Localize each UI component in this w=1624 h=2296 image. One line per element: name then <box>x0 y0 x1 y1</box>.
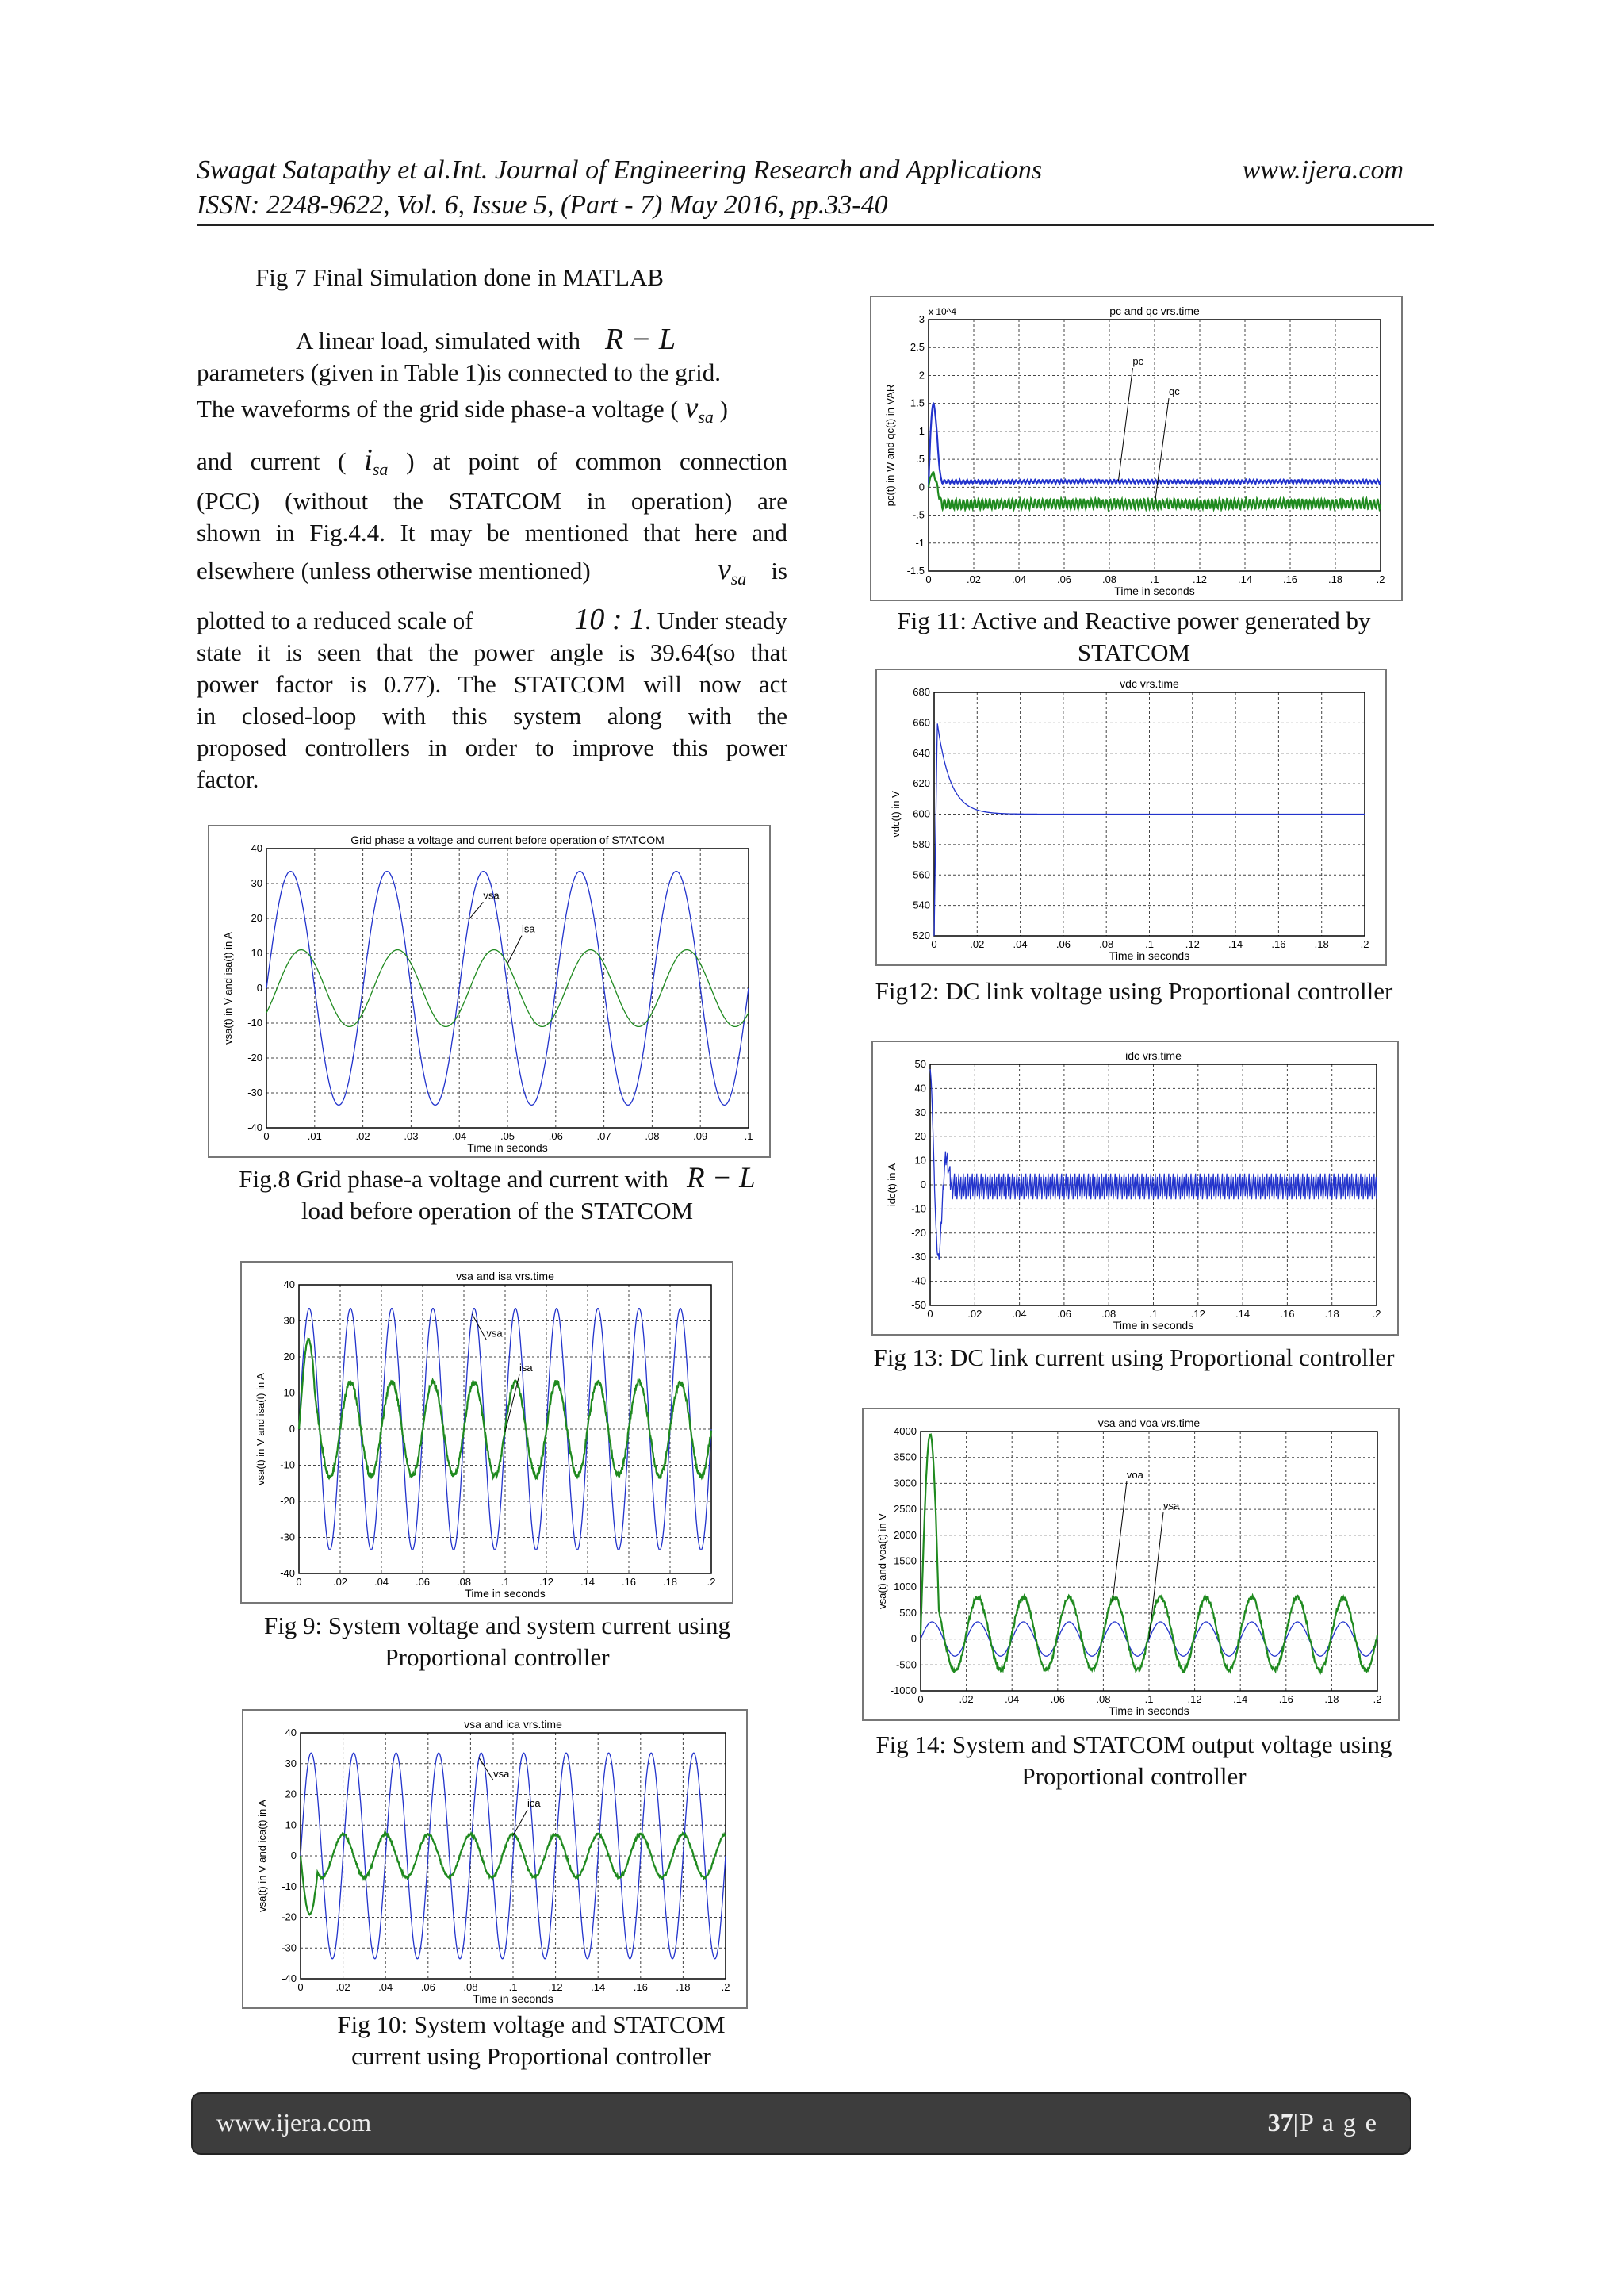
y-tick-label: -10 <box>280 1458 295 1471</box>
x-tick-label: .02 <box>966 573 982 585</box>
x-tick-label: .09 <box>693 1130 708 1142</box>
fig8-chart-svg <box>208 825 771 1158</box>
para-line-9: state it is seen that the power angle is 39.64(so that <box>197 638 787 666</box>
y-tick-label: 10 <box>283 1386 295 1399</box>
x-tick-label: .18 <box>1314 938 1329 950</box>
y-tick-label: 40 <box>285 1727 297 1738</box>
x-tick-label: .02 <box>335 1981 350 1993</box>
y-tick-label: 0 <box>910 1632 917 1645</box>
y-tick-label: 3000 <box>894 1477 917 1489</box>
y-tick-label: 680 <box>913 686 930 698</box>
y-tick-label: 10 <box>251 947 262 959</box>
y-tick-label: .5 <box>916 453 925 466</box>
x-axis-label: Time in seconds <box>1109 949 1190 962</box>
x-tick-label: .18 <box>1324 1308 1339 1320</box>
annotation-label: isa <box>522 922 535 935</box>
x-tick-label: .2 <box>1376 573 1385 585</box>
fig11-plot <box>870 296 1403 601</box>
y-tick-label: -30 <box>911 1251 926 1263</box>
fig12-plot <box>875 669 1387 966</box>
fig13-plot <box>871 1041 1399 1336</box>
x-tick-label: .1 <box>1145 938 1154 950</box>
x-tick-label: .12 <box>1190 1308 1205 1320</box>
para-line-12: proposed controllers in order to improve this power <box>197 733 787 761</box>
y-axis-label: vsa(t) in V and isa(t) in A <box>222 932 234 1045</box>
y-tick-label: 540 <box>913 899 930 911</box>
x-tick-label: .18 <box>1324 1693 1339 1705</box>
x-tick-label: .1 <box>500 1576 510 1588</box>
x-tick-label: .03 <box>404 1130 419 1142</box>
x-tick-label: .14 <box>580 1576 596 1588</box>
x-tick-label: .2 <box>707 1576 716 1588</box>
x-tick-label: .16 <box>1280 1308 1295 1320</box>
x-tick-label: .05 <box>500 1130 515 1142</box>
para-line-8: plotted to a reduced scale of 10 : 1. Under steady <box>197 602 787 636</box>
y-tick-label: 40 <box>914 1082 926 1094</box>
plot-frame <box>241 1262 733 1603</box>
para-line-3: The waveforms of the grid side phase-a voltage ( $v_{sa}$ ) <box>197 391 728 427</box>
y-tick-label: 10 <box>285 1819 297 1831</box>
x-tick-label: .08 <box>1096 1693 1111 1705</box>
y-axis-label: vdc(t) in V <box>890 791 902 838</box>
y-tick-label: -30 <box>247 1087 262 1098</box>
axis-multiplier: x 10^4 <box>929 306 956 317</box>
y-tick-label: -20 <box>282 1911 297 1923</box>
x-tick-label: .12 <box>1192 573 1208 585</box>
fig11-chart-svg <box>870 296 1403 601</box>
x-tick-label: .08 <box>1099 938 1114 950</box>
para-line-2: parameters (given in Table 1)is connected to the grid. <box>197 358 721 386</box>
x-tick-label: .2 <box>1373 1693 1382 1705</box>
x-axis-label: Time in seconds <box>1114 585 1195 597</box>
fig9-chart-svg <box>240 1261 733 1604</box>
footer-page-number: 37|P a g e <box>1267 2108 1378 2137</box>
fig8-caption: Fig.8 Grid phase-a voltage and current with R − L load before operation of the STATCOM <box>239 1162 756 1225</box>
y-tick-label: -40 <box>282 1972 297 1984</box>
y-tick-label: 620 <box>913 777 930 790</box>
x-axis-label: Time in seconds <box>473 1992 553 2005</box>
y-tick-label: -10 <box>282 1880 297 1892</box>
ratio-symbol: 10 : 1 <box>574 602 645 636</box>
x-tick-label: .14 <box>1233 1693 1248 1705</box>
plot-frame <box>209 826 770 1157</box>
y-tick-label: 3500 <box>894 1451 917 1463</box>
x-tick-label: .06 <box>548 1130 563 1142</box>
x-tick-label: .02 <box>959 1693 974 1705</box>
x-tick-label: .2 <box>721 1981 730 1993</box>
y-tick-label: 1.5 <box>910 397 925 409</box>
y-tick-label: -1 <box>915 536 925 549</box>
y-tick-label: -1.5 <box>906 565 925 577</box>
fig10-plot <box>242 1709 748 2009</box>
y-tick-label: 580 <box>913 838 930 850</box>
fig7-caption: Fig 7 Final Simulation done in MATLAB <box>255 263 664 291</box>
y-tick-label: -10 <box>247 1017 262 1029</box>
y-tick-label: -30 <box>282 1941 297 1954</box>
plot-frame <box>863 1409 1399 1720</box>
x-axis-label: Time in seconds <box>467 1141 548 1154</box>
y-tick-label: 30 <box>283 1314 295 1327</box>
y-tick-label: 3 <box>918 313 925 325</box>
x-tick-label: .08 <box>1101 573 1117 585</box>
annotation-label: ica <box>527 1797 541 1809</box>
x-tick-label: .04 <box>1013 938 1028 950</box>
annotation-label: pc <box>1132 355 1144 368</box>
y-tick-label: 660 <box>913 716 930 729</box>
x-tick-label: .06 <box>420 1981 435 1993</box>
annotation-label: vsa <box>486 1327 503 1340</box>
x-axis-label: Time in seconds <box>1109 1704 1189 1717</box>
fig10-caption: Fig 10: System voltage and STATCOM current using Proportional controller <box>337 2010 726 2070</box>
rl-symbol: R − L <box>605 323 676 356</box>
y-tick-label: 40 <box>283 1278 295 1290</box>
fig12-chart-svg <box>875 669 1387 966</box>
y-axis-label: vsa(t) in V and ica(t) in A <box>256 1800 268 1912</box>
y-tick-label: -40 <box>247 1121 262 1133</box>
para-line-6: shown in Fig.4.4. It may be mentioned that here and <box>197 519 787 547</box>
x-tick-label: .16 <box>1278 1693 1293 1705</box>
y-tick-label: 20 <box>251 912 262 924</box>
body-paragraph <box>197 324 787 795</box>
annotation-label: voa <box>1126 1468 1143 1481</box>
y-tick-label: 0 <box>256 982 262 994</box>
para-line-7: elsewhere (unless otherwise mentioned) $v_{sa}$ is <box>197 553 787 589</box>
y-axis-label: vsa(t) in V and isa(t) in A <box>255 1373 266 1485</box>
x-tick-label: 0 <box>925 573 932 585</box>
chart-title: vsa and isa vrs.time <box>456 1270 554 1282</box>
fig11-caption: Fig 11: Active and Reactive power generated by STATCOM <box>897 607 1371 666</box>
x-axis-label: Time in seconds <box>465 1587 546 1600</box>
y-tick-label: 30 <box>914 1106 926 1118</box>
para-line-1: A linear load, simulated with R − L <box>296 323 676 356</box>
y-tick-label: 2000 <box>894 1528 917 1541</box>
para-line-13: factor. <box>197 765 259 793</box>
x-tick-label: .02 <box>970 938 985 950</box>
fig10-chart-svg <box>242 1709 748 2009</box>
y-tick-label: 10 <box>914 1154 926 1167</box>
y-tick-label: 4000 <box>894 1425 917 1437</box>
y-tick-label: 30 <box>285 1757 297 1769</box>
x-tick-label: .06 <box>1056 573 1072 585</box>
x-tick-label: 0 <box>917 1693 924 1705</box>
para-line-11: in closed-loop with this system along with the <box>197 701 787 730</box>
y-tick-label: 560 <box>913 868 930 881</box>
y-tick-label: -40 <box>280 1567 295 1579</box>
x-tick-label: .1 <box>1149 1308 1158 1320</box>
x-tick-label: .08 <box>1101 1308 1116 1320</box>
fig9-caption: Fig 9: System voltage and system current using Proportional controller <box>263 1612 731 1671</box>
x-tick-label: .04 <box>1005 1693 1020 1705</box>
x-tick-label: .12 <box>1185 938 1200 950</box>
y-tick-label: -20 <box>247 1052 262 1064</box>
x-tick-label: 0 <box>296 1576 302 1588</box>
page-footer <box>193 2094 1410 2153</box>
y-axis-label: pc(t) in W and qc(t) in VAR <box>884 384 896 507</box>
y-tick-label: -40 <box>911 1274 926 1287</box>
x-tick-label: .08 <box>645 1130 660 1142</box>
annotation-label: vsa <box>493 1767 510 1780</box>
y-tick-label: 1000 <box>894 1581 917 1593</box>
fig14-caption: Fig 14: System and STATCOM output voltage using Proportional controller <box>875 1731 1392 1790</box>
x-tick-label: .01 <box>307 1130 322 1142</box>
chart-title: idc vrs.time <box>1125 1049 1182 1062</box>
x-tick-label: .1 <box>508 1981 518 1993</box>
y-tick-label: 600 <box>913 807 930 820</box>
y-tick-label: 2.5 <box>910 341 925 354</box>
x-tick-label: .06 <box>1055 938 1071 950</box>
x-tick-label: .12 <box>538 1576 554 1588</box>
footer-url: www.ijera.com <box>216 2108 372 2137</box>
y-tick-label: 1500 <box>894 1554 917 1567</box>
x-tick-label: .02 <box>967 1308 982 1320</box>
x-tick-label: .14 <box>1228 938 1243 950</box>
chart-title: Grid phase a voltage and current before operation of STATCOM <box>350 834 665 846</box>
x-tick-label: 0 <box>931 938 937 950</box>
y-tick-label: 500 <box>899 1606 917 1619</box>
x-tick-label: 0 <box>263 1130 270 1142</box>
x-tick-label: .16 <box>1271 938 1286 950</box>
x-tick-label: .18 <box>662 1576 678 1588</box>
y-tick-label: -1000 <box>890 1685 917 1696</box>
x-tick-label: .04 <box>378 1981 393 1993</box>
fig14-plot <box>862 1408 1400 1721</box>
y-tick-label: -500 <box>895 1658 917 1671</box>
fig12-caption: Fig12: DC link voltage using Proportional controller <box>875 977 1393 1005</box>
x-tick-label: .14 <box>1235 1308 1251 1320</box>
y-tick-label: -20 <box>280 1495 295 1507</box>
y-tick-label: -20 <box>911 1226 926 1239</box>
chart-title: vdc vrs.time <box>1120 677 1179 690</box>
y-tick-label: 0 <box>289 1423 295 1435</box>
x-tick-label: .04 <box>373 1576 389 1588</box>
y-tick-label: 0 <box>290 1849 297 1861</box>
running-header-issn: ISSN: 2248-9622, Vol. 6, Issue 5, (Part - 7) May 2016, pp.33-40 <box>197 190 888 220</box>
y-tick-label: 50 <box>914 1058 926 1070</box>
x-tick-label: .06 <box>1056 1308 1071 1320</box>
x-tick-label: .02 <box>332 1576 348 1588</box>
y-tick-label: 2 <box>918 369 925 381</box>
y-tick-label: 1 <box>918 424 925 437</box>
fig9-plot <box>240 1261 733 1604</box>
x-tick-label: 0 <box>927 1308 933 1320</box>
x-tick-label: .1 <box>1150 573 1159 585</box>
x-tick-label: .2 <box>1372 1308 1381 1320</box>
x-tick-label: .08 <box>463 1981 478 1993</box>
y-tick-label: 20 <box>285 1788 297 1800</box>
y-tick-label: 640 <box>913 746 930 759</box>
x-tick-label: .18 <box>1327 573 1343 585</box>
x-tick-label: .16 <box>621 1576 637 1588</box>
chart-title: vsa and ica vrs.time <box>464 1718 562 1731</box>
x-tick-label: .07 <box>596 1130 611 1142</box>
x-tick-label: .04 <box>452 1130 467 1142</box>
running-header-url: www.ijera.com <box>1242 155 1404 185</box>
fig8-plot <box>208 825 771 1158</box>
x-tick-label: .04 <box>1012 1308 1027 1320</box>
plot-frame <box>871 297 1402 600</box>
x-tick-label: .2 <box>1360 938 1369 950</box>
annotation-label: qc <box>1169 385 1180 398</box>
x-tick-label: .14 <box>591 1981 606 1993</box>
fig13-chart-svg <box>871 1041 1399 1336</box>
y-tick-label: -50 <box>911 1299 926 1311</box>
chart-title: vsa and voa vrs.time <box>1097 1416 1201 1429</box>
x-tick-label: .16 <box>1282 573 1298 585</box>
y-tick-label: 0 <box>920 1179 926 1190</box>
para-line-5: (PCC) (without the STATCOM in operation) are <box>197 487 787 516</box>
para-line-10: power factor is 0.77). The STATCOM will now act <box>197 669 787 698</box>
x-tick-label: .16 <box>633 1981 648 1993</box>
header-rule <box>197 224 1434 226</box>
x-tick-label: .1 <box>1144 1693 1154 1705</box>
fig14-chart-svg <box>862 1408 1400 1721</box>
y-tick-label: 0 <box>918 481 925 493</box>
y-tick-label: 20 <box>914 1130 926 1143</box>
plot-frame <box>876 669 1386 965</box>
annotation-label: vsa <box>483 889 500 902</box>
annotation-label: isa <box>519 1362 533 1374</box>
y-tick-label: -.5 <box>912 508 925 521</box>
x-tick-label: .04 <box>1011 573 1027 585</box>
x-tick-label: .08 <box>456 1576 472 1588</box>
x-tick-label: .06 <box>1050 1693 1065 1705</box>
y-axis-label: vsa(t) and voa(t) in V <box>876 1513 888 1609</box>
chart-title: pc and qc vrs.time <box>1109 305 1200 317</box>
x-tick-label: .18 <box>676 1981 691 1993</box>
para-line-4: and current ( $i_{sa}$ ) at point of common connection <box>197 443 788 480</box>
y-axis-label: idc(t) in A <box>886 1163 898 1207</box>
x-tick-label: .12 <box>1187 1693 1202 1705</box>
y-tick-label: 20 <box>283 1351 295 1363</box>
annotation-label: vsa <box>1163 1500 1180 1512</box>
y-tick-label: -30 <box>280 1531 295 1543</box>
y-tick-label: 2500 <box>894 1503 917 1516</box>
x-axis-label: Time in seconds <box>1113 1319 1194 1332</box>
x-tick-label: .12 <box>548 1981 563 1993</box>
x-tick-label: .06 <box>415 1576 431 1588</box>
x-tick-label: .1 <box>744 1130 753 1142</box>
y-tick-label: 520 <box>913 930 930 941</box>
x-tick-label: .14 <box>1237 573 1253 585</box>
y-tick-label: 30 <box>251 877 262 889</box>
y-tick-label: -10 <box>911 1202 926 1215</box>
x-tick-label: .02 <box>355 1130 370 1142</box>
x-tick-label: 0 <box>297 1981 304 1993</box>
y-tick-label: 40 <box>251 842 262 854</box>
running-header-title: Swagat Satapathy et al.Int. Journal of Engineering Research and Applications <box>197 155 1043 185</box>
fig13-caption: Fig 13: DC link current using Proportional controller <box>873 1343 1395 1371</box>
